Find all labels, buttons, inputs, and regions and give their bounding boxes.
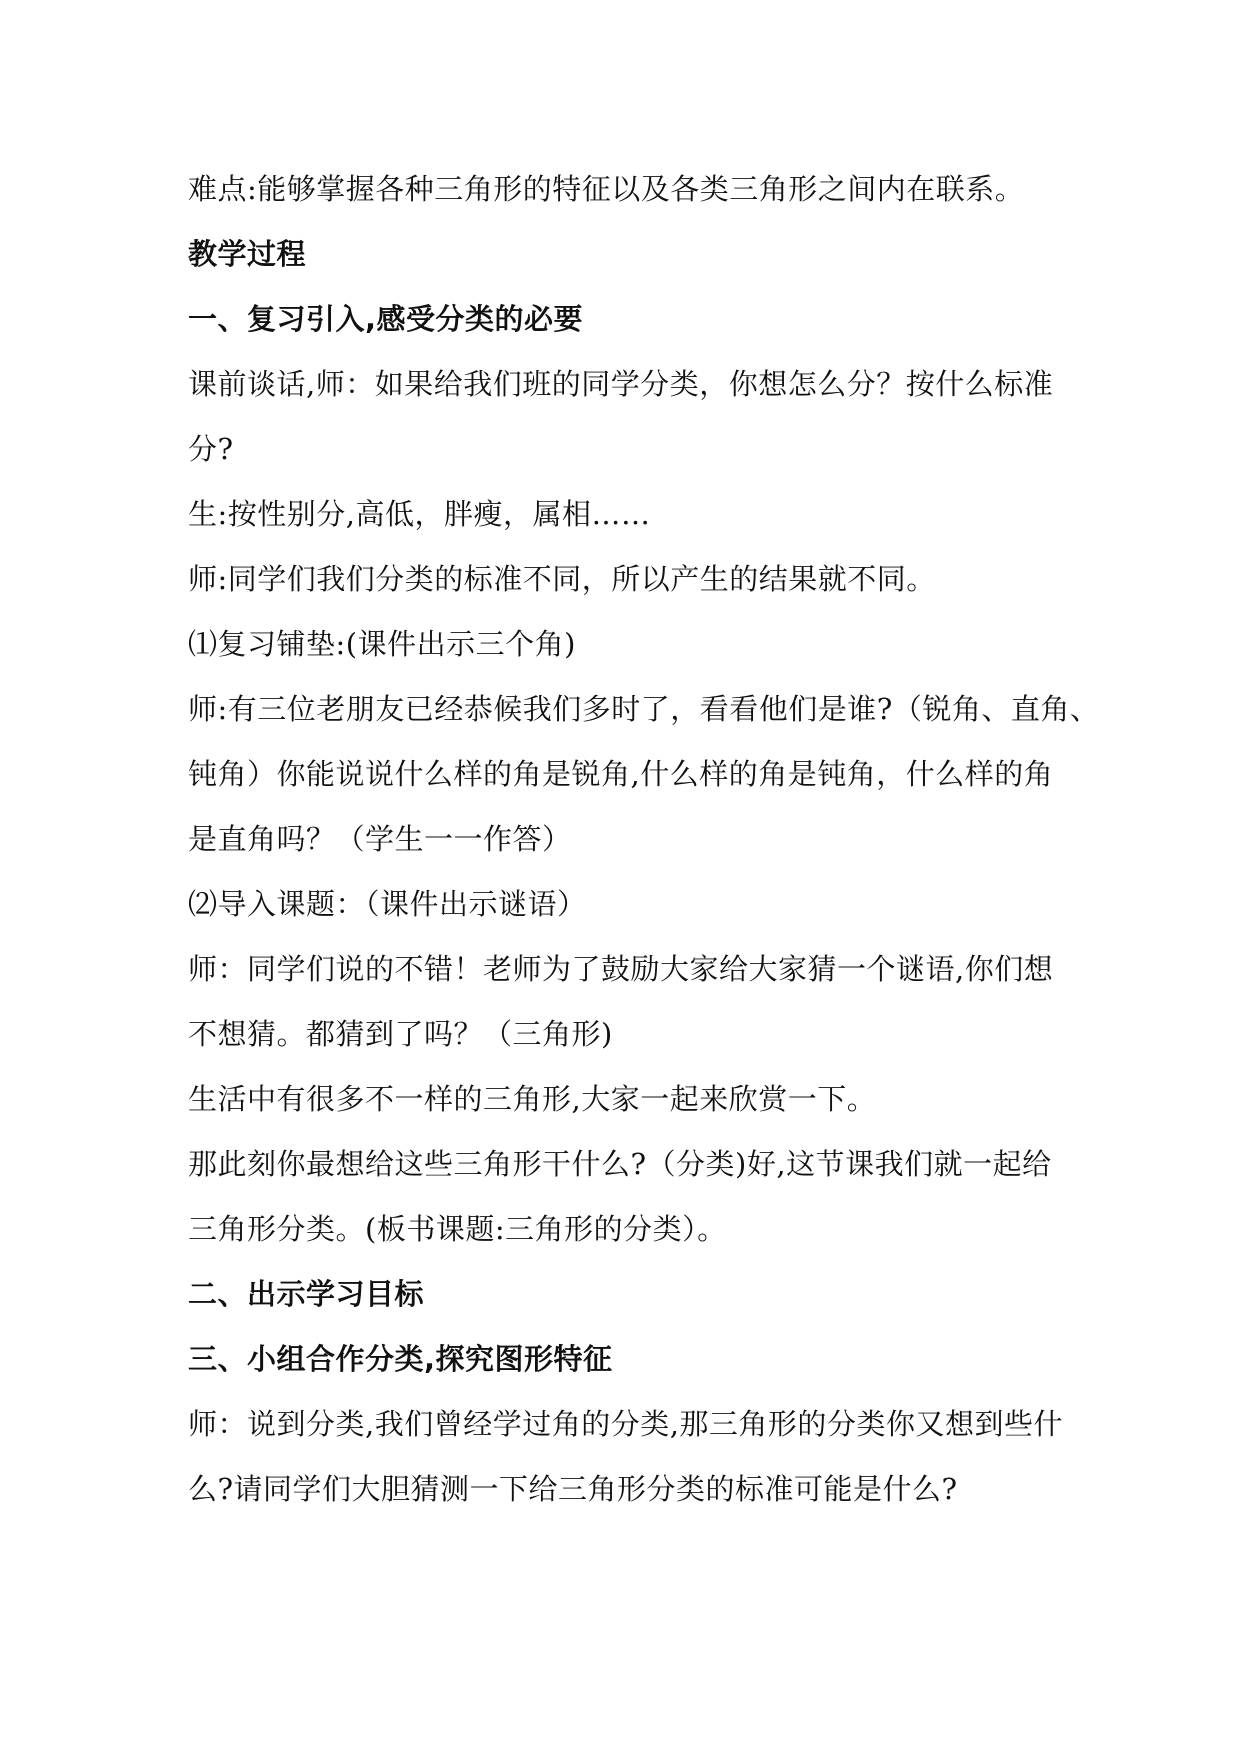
paragraph-line: 么?请同学们大胆猜测一下给三角形分类的标准可能是什么? [188,1472,958,1506]
paragraph-line: ⑴复习铺垫:(课件出示三个角) [188,627,576,661]
paragraph-line: 分? [188,432,234,466]
section-heading-review: 一、复习引入,感受分类的必要 [188,302,584,336]
paragraph-line: 师：同学们说的不错！老师为了鼓励大家给大家猜一个谜语,你们想 [188,952,1054,986]
paragraph-line: 生:按性别分,高低，胖瘦，属相…… [188,497,651,531]
section-heading-objectives: 二、出示学习目标 [188,1277,425,1311]
paragraph-line: 三角形分类。(板书课题:三角形的分类）。 [188,1212,727,1246]
paragraph-line: 师：说到分类,我们曾经学过角的分类,那三角形的分类你又想到些什 [188,1407,1063,1441]
paragraph-line: 课前谈话,师：如果给我们班的同学分类，你想怎么分？按什么标准 [188,367,1054,401]
paragraph-line: 师:有三位老朋友已经恭候我们多时了，看看他们是谁?（锐角、直角、 [188,692,1100,726]
section-heading-group-work: 三、小组合作分类,探究图形特征 [188,1342,613,1376]
difficulty-text: 难点:能够掌握各种三角形的特征以及各类三角形之间内在联系。 [188,172,1025,206]
paragraph-line: 那此刻你最想给这些三角形干什么?（分类)好,这节课我们就一起给 [188,1147,1052,1181]
section-heading-teaching-process: 教学过程 [188,237,307,271]
paragraph-line: 师:同学们我们分类的标准不同，所以产生的结果就不同。 [188,562,936,596]
paragraph-line: 是直角吗？（学生一一作答） [188,822,572,856]
paragraph-line: 生活中有很多不一样的三角形,大家一起来欣赏一下。 [188,1082,877,1116]
paragraph-line: 不想猜。都猜到了吗？（三角形) [188,1017,613,1051]
document-body [188,157,1100,1522]
paragraph-line: 钝角）你能说说什么样的角是锐角,什么样的角是钝角，什么样的角 [188,757,1054,791]
paragraph-line: ⑵导入课题：（课件出示谜语） [188,887,587,921]
